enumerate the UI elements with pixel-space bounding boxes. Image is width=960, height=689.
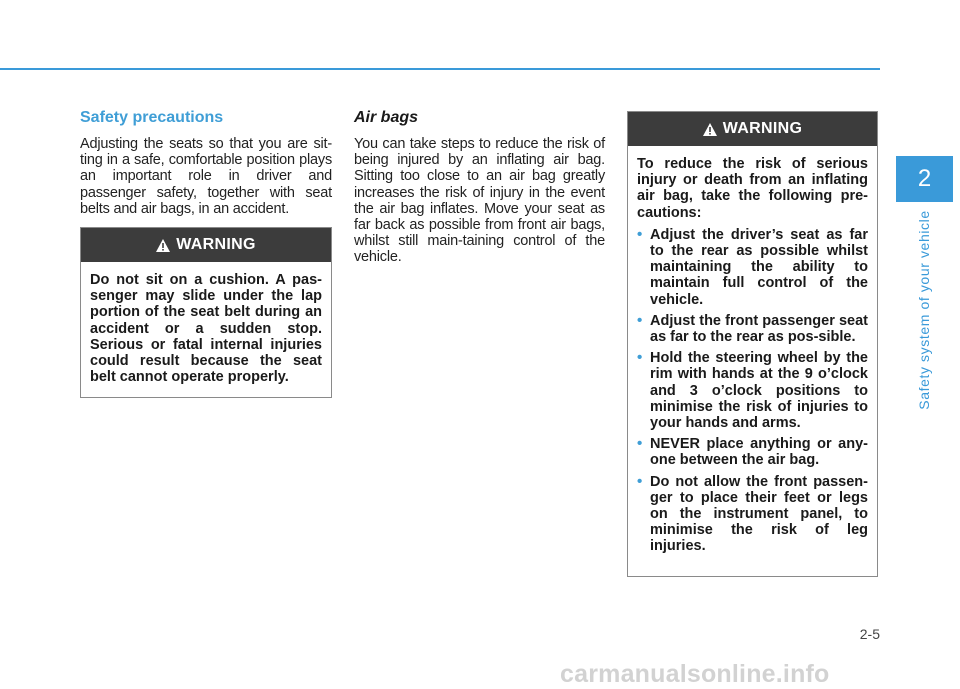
list-item-text: Hold the steering wheel by the rim with hands at the 9 o’clock and 3 o’clock positions to minimise the risk of injuries to your hands and arms.: [650, 350, 868, 432]
list-item: [637, 350, 868, 431]
top-rule: [0, 68, 880, 70]
section-title: Safety precautions: [80, 109, 224, 126]
warning-box-airbag: [627, 111, 878, 577]
bullet-icon: •: [637, 349, 643, 367]
bullet-icon: •: [637, 225, 643, 243]
bullet-icon: •: [637, 472, 643, 490]
list-item-text: Adjust the driver’s seat as far to the rear as possible whilst maintaining the ability to maintain full control of the vehicle.: [650, 226, 868, 308]
warning-label: WARNING: [722, 120, 803, 137]
warning-box-cushion: [80, 227, 332, 398]
warning-header: [628, 112, 877, 146]
warning-label: WARNING: [176, 236, 256, 253]
warning-text: Do not sit on a cushion. A pas-senger may slide under the lap portion of the seat belt during an accident or a sudden stop. Serious or fatal internal injuries could result because the seat belt cannot operate properly.: [90, 272, 322, 386]
list-item-text: NEVER place anything or any-one between the air bag.: [650, 436, 868, 469]
page-number: 2-5: [859, 626, 880, 642]
warning-content: [628, 146, 877, 572]
warning-list: [637, 227, 868, 555]
safety-precautions-section: [80, 108, 332, 217]
air-bags-section: [354, 108, 605, 266]
section-body: Adjusting the seats so that you are sit-ting in a safe, comfortable position plays an important role in driver and passenger safety, together with seat belts and air bags, in an accident.: [80, 136, 332, 217]
list-item: [637, 313, 868, 345]
air-bags-body: You can take steps to reduce the risk of being injured by an inflating air bag. Sitting too close to an air bag greatly increases the risk of injury in the event the air bag inflates. Move your seat as far back as possible from front air bags, whilst still main-taining control of the vehicle.: [354, 136, 605, 266]
chapter-title: Safety system of your vehicle: [916, 210, 932, 410]
list-item: [637, 474, 868, 555]
list-item: [637, 436, 868, 468]
warning-intro: To reduce the risk of serious injury or death from an inflating air bag, take the following pre-cautions:: [637, 156, 868, 221]
watermark: carmanualsonline.info: [560, 660, 830, 688]
list-item: [637, 227, 868, 308]
warning-icon: [703, 123, 717, 136]
chapter-tab: 2: [896, 156, 953, 202]
list-item-text: Adjust the front passenger seat as far to the rear as pos-sible.: [650, 312, 868, 346]
list-item-text: Do not allow the front passen-ger to place their feet or legs on the instrument panel, to minimise the risk of leg injuries.: [650, 473, 868, 555]
bullet-icon: •: [637, 435, 643, 453]
air-bags-title: Air bags: [354, 109, 419, 126]
bullet-icon: •: [637, 311, 643, 329]
warning-header: [81, 228, 331, 262]
warning-icon: [156, 239, 170, 252]
